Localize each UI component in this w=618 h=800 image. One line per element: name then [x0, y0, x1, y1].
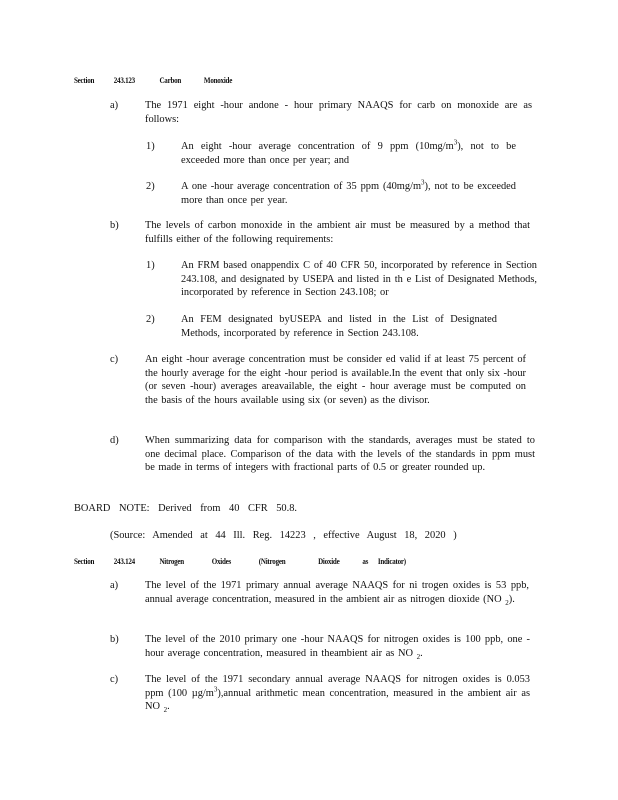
item-c-text: An eight -hour average concentration must be consider ed valid if at least 75 percent of the hourly average for the eight -hour period is available.In the event that only six -hour (or seven -hour) averages areavailable, the eight - hour average must be computed on the basis of the hours available using six (or seven) as the divisor.	[145, 354, 526, 406]
heading-section-number: 243.124	[113, 556, 135, 566]
source-note: (Source: Amended at 44 Ill. Reg. 14223 , effective August 18, 2020 )	[110, 530, 457, 541]
item-label-b: b)	[110, 634, 119, 645]
item-label-d: d)	[110, 435, 119, 446]
subitem-label: 2)	[146, 181, 155, 192]
subitem-b1-text: An FRM based onappendix C of 40 CFR 50, incorporated by reference in Section 243.108, and designated by USEPA and listed in th e List of Designated Methods, incorporated by reference in Section 243.108; or	[181, 260, 537, 299]
item-label-c: c)	[110, 354, 119, 365]
section-heading-nitrogen-oxides	[74, 555, 406, 569]
heading-title-word: as	[362, 556, 369, 566]
nox-item-b-text: The level of the 2010 primary one -hour NAAQS for nitrogen oxides is 100 ppb, one -hour average concentration, measured in theambient air as NO $_2$.	[145, 634, 530, 661]
nox-item-c-text: The level of the 1971 secondary annual average NAAQS for nitrogen oxides is 0.053 ppm (100 $\mu g/m^3),annual$ arithmetic mean concentration, measured in the ambient air as NO $_2$.	[145, 674, 530, 715]
heading-title-word: Indicator)	[377, 556, 406, 566]
heading-section-word: Section	[74, 556, 95, 566]
board-note: BOARD NOTE: Derived from 40 CFR 50.8.	[74, 503, 298, 514]
item-label-a: a)	[110, 100, 119, 111]
item-label-c: c)	[110, 674, 119, 685]
subitem-b2-text: An FEM designated byUSEPA and listed in the List of Designated Methods, incorporated by reference in Section 243.108.	[181, 314, 497, 339]
heading-title-word: Carbon	[159, 75, 182, 85]
item-label-a: a)	[110, 580, 119, 591]
heading-title-word: (Nitrogen	[258, 556, 286, 566]
subitem-label: 1)	[146, 141, 155, 152]
item-a-text: The 1971 eight -hour andone - hour primary NAAQS for carb on monoxide are as follows:	[145, 100, 532, 125]
subitem-a1-text: An eight -hour average concentration of 9 ppm $(10mg/m^3)$, not to be exceeded more than once per year; and	[181, 138, 516, 166]
section-heading-carbon-monoxide	[74, 74, 232, 88]
heading-section-number: 243.123	[113, 75, 135, 85]
heading-section-word: Section	[74, 75, 95, 85]
item-d-text: When summarizing data for comparison with the standards, averages must be stated to one decimal place. Comparison of the data with the levels of the standards in ppm must be made in terms of integers with fractional parts of 0.5 or greater rounded up.	[145, 435, 535, 474]
heading-title-word: Oxides	[211, 556, 232, 566]
heading-title-word: Monoxide	[203, 75, 233, 85]
subitem-a2-text: A one -hour average concentration of 35 ppm $(40mg/m^3)$, not to be exceeded more than once per year.	[181, 178, 516, 206]
heading-title-word: Nitrogen	[159, 556, 184, 566]
subitem-label: 1)	[146, 260, 155, 271]
item-b-text: The levels of carbon monoxide in the ambient air must be measured by a method that fulfills either of the following requirements:	[145, 220, 530, 245]
subitem-label: 2)	[146, 314, 155, 325]
item-label-b: b)	[110, 220, 119, 231]
heading-title-word: Dioxide	[318, 556, 340, 566]
nox-item-a-text: The level of the 1971 primary annual average NAAQS for ni trogen oxides is 53 ppb, annual average concentration, measured in the ambient air as nitrogen dioxide (NO $_2$).	[145, 580, 529, 607]
